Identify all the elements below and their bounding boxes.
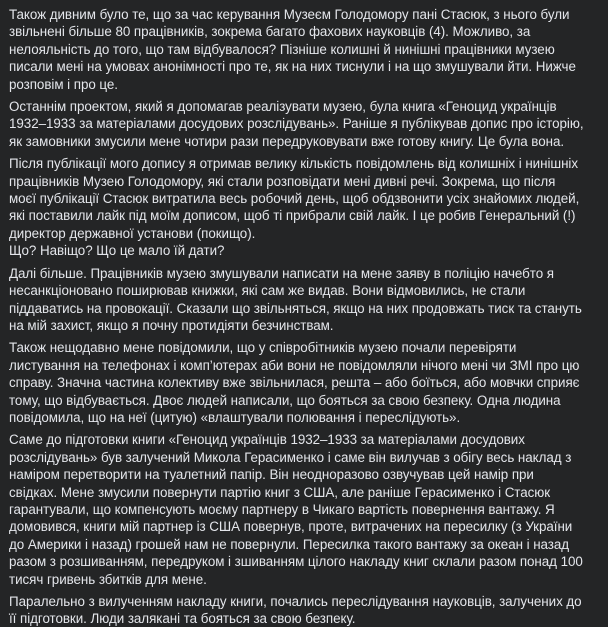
text-line: несанкціоновано поширював книжки, які сам же видав. Вони відмовились, не стали	[9, 283, 526, 299]
text-line: справу. Значна частина колективу вже звільнилася, решта – або боїться, або мовчки сприяє	[9, 375, 580, 391]
text-line: Також дивним було те, що за час керування Музеєм Голодомору пані Стасюк, з нього були	[9, 7, 570, 22]
post-paragraph	[9, 593, 604, 627]
text-line: директор державної установи (покищо).	[9, 225, 256, 241]
text-line: Також нещодавно мене повідомили, що у співробітників музею почали перевіряти	[9, 340, 517, 356]
text-line: нелояльність до того, що там відбувалося? Пізніше колишні й нинішні працівники музею	[9, 41, 555, 57]
text-line: які поставили лайк під моїм дописом, щоб ті прибрали свій лайк. І це робив Генеральний (!)	[9, 208, 576, 224]
text-line: Саме до підготовки книги «Геноцид українців 1932–1933 за матеріалами досудових	[9, 432, 525, 448]
text-line: повідомила, що на неї (цитую) «влаштували полювання і переслідують».	[9, 409, 461, 425]
text-line: Далі більше. Працівників музею змушували написати на мене заяву в поліцію начебто я	[9, 265, 554, 281]
text-line: свідках. Мене змусили повернути партію книг з США, але раніше Герасименко і Стасюк	[9, 484, 551, 500]
text-line: листування на телефонах і комп’ютерах аби вони не повідомляли нічого мені чи ЗМІ про цю	[9, 357, 580, 373]
text-line: моєї публікації Стасюк витратила весь робочий день, щоб обдзвонити усіх знайомих людей,	[9, 191, 580, 207]
post-paragraph	[9, 6, 604, 93]
text-line: звільнені більше 80 працівників, зокрема багато фахових науковців (4). Можливо, за	[9, 24, 531, 40]
text-line: працівників Музею Голодомору, які стали розповідати мені дивні речі. Зокрема, що після	[9, 173, 556, 189]
text-line: як замовники змусили мене чотири рази передруковувати вже готову книгу. Це була вона.	[9, 133, 565, 149]
text-line: домовився, книги мій партнер із США повернув, проте, витрачених на пересилку (з України	[9, 519, 573, 535]
text-line: Останнім проектом, який я допомагав реалізувати музею, була книга «Геноцид українців	[9, 99, 557, 115]
text-line: тому, що відбувається. Двоє людей написали, що бояться за свою безпеку. Одна людина	[9, 392, 561, 408]
text-line: до Америки і назад) грошей нам не повернули. Пересилка такого вантажу за океан і назад	[9, 536, 570, 552]
text-line: Паралельно з вилученням накладу книги, почались переслідування науковців, залучених до	[9, 594, 582, 609]
post-paragraph	[9, 339, 604, 426]
post-paragraph	[9, 265, 604, 335]
text-line: тисяч гривень збитків для мене.	[9, 571, 207, 587]
post-paragraph	[9, 431, 604, 588]
text-line: разом з розшиванням, передруком і зшиванням цілого накладу книг склали разом понад 100	[9, 554, 583, 570]
text-line: на мій захист, якщо я почну протидіяти безчинствам.	[9, 317, 334, 333]
text-line: 1932–1933 за матеріалами досудових розслідувань». Раніше я публікував допис про історію,	[9, 116, 584, 132]
post-paragraph	[9, 98, 604, 150]
text-line: її підготовки. Люди залякані та бояться за свою безпеку.	[9, 611, 356, 627]
text-line: писали мені на умовах анонімності про те, як на них тиснули і на що змушували йти. Нижче	[9, 59, 576, 75]
text-line: Що? Навіщо? Що це мало їй дати?	[9, 243, 225, 259]
text-line: розслідувань» був залучений Микола Герасименко і саме він вилучав з обігу весь наклад з	[9, 449, 572, 465]
text-line: піддаватись на провокації. Сказали що звільняться, якщо на них продовжать тиск та стануть	[9, 300, 582, 316]
post-paragraph	[9, 155, 604, 259]
text-line: гарантували, що компенсують моєму партнеру в Чикаго вартість повернення вантажу. Я	[9, 501, 555, 517]
text-line: Після публікації мого допису я отримав велику кількість повідомлень від колишніх і нинішніх	[9, 156, 578, 172]
text-line: розповім і про це.	[9, 76, 118, 92]
text-line: наміром перетворити на туалетний папір. Він неодноразово озвучував цей намір при	[9, 467, 534, 483]
